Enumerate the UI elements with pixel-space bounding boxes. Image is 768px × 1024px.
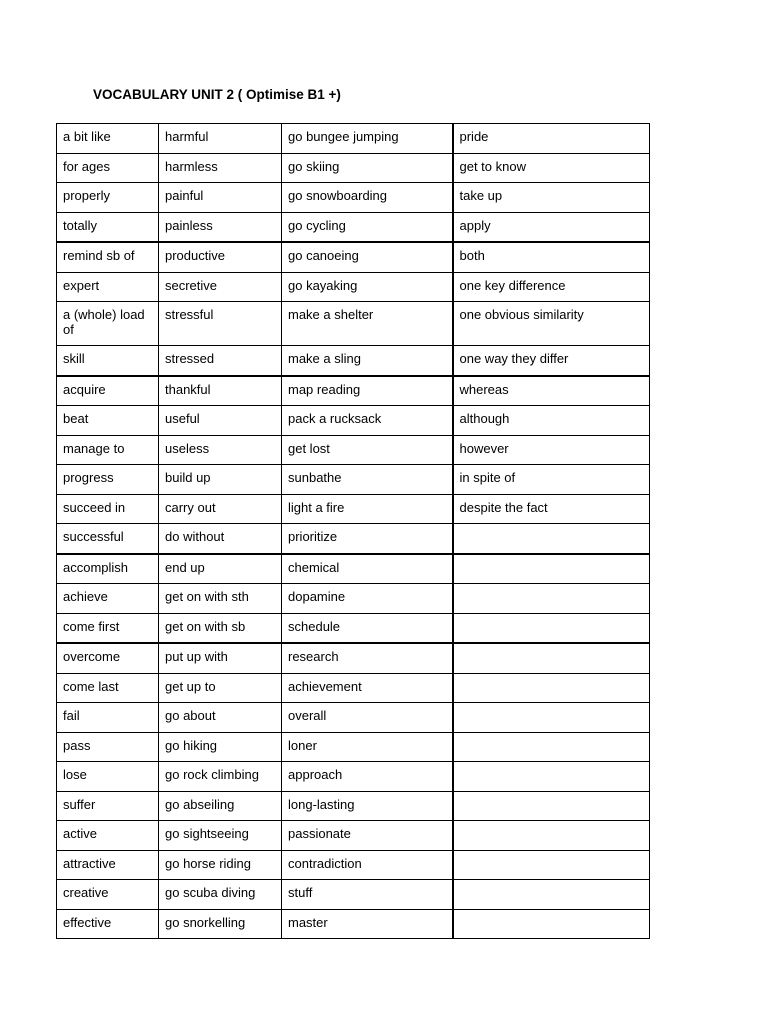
vocab-cell <box>453 613 650 643</box>
vocab-cell: harmless <box>159 153 282 183</box>
vocab-cell: accomplish <box>57 554 159 584</box>
vocab-cell <box>453 554 650 584</box>
vocab-cell: get up to <box>159 673 282 703</box>
vocab-cell <box>453 673 650 703</box>
vocab-cell: build up <box>159 465 282 495</box>
vocab-cell: approach <box>282 762 453 792</box>
vocab-cell: light a fire <box>282 494 453 524</box>
table-row <box>57 584 650 614</box>
vocab-cell: apply <box>453 212 650 242</box>
vocab-cell: go skiing <box>282 153 453 183</box>
vocab-cell <box>453 880 650 910</box>
vocab-cell: do without <box>159 524 282 554</box>
vocab-cell: get to know <box>453 153 650 183</box>
vocab-cell: a (whole) load of <box>57 302 159 346</box>
vocab-cell: go scuba diving <box>159 880 282 910</box>
vocab-cell: stuff <box>282 880 453 910</box>
vocab-cell <box>453 732 650 762</box>
vocab-cell: for ages <box>57 153 159 183</box>
table-row <box>57 153 650 183</box>
table-row <box>57 524 650 554</box>
vocab-cell: effective <box>57 909 159 939</box>
vocab-cell: whereas <box>453 376 650 406</box>
vocab-cell: contradiction <box>282 850 453 880</box>
vocab-cell: despite the fact <box>453 494 650 524</box>
vocab-cell: manage to <box>57 435 159 465</box>
vocab-cell: creative <box>57 880 159 910</box>
table-row <box>57 613 650 643</box>
vocab-cell: however <box>453 435 650 465</box>
vocab-cell: end up <box>159 554 282 584</box>
table-row <box>57 880 650 910</box>
vocab-cell: stressful <box>159 302 282 346</box>
vocab-cell: achievement <box>282 673 453 703</box>
vocab-cell: succeed in <box>57 494 159 524</box>
table-row <box>57 242 650 272</box>
vocab-cell: prioritize <box>282 524 453 554</box>
vocab-cell <box>453 850 650 880</box>
vocab-cell <box>453 703 650 733</box>
vocab-cell: expert <box>57 272 159 302</box>
table-row <box>57 124 650 154</box>
vocab-cell: go hiking <box>159 732 282 762</box>
vocab-cell: pride <box>453 124 650 154</box>
table-row <box>57 212 650 242</box>
vocab-cell: come first <box>57 613 159 643</box>
vocab-cell: in spite of <box>453 465 650 495</box>
vocab-cell: productive <box>159 242 282 272</box>
vocab-cell: get lost <box>282 435 453 465</box>
vocab-cell: secretive <box>159 272 282 302</box>
vocab-cell: put up with <box>159 643 282 673</box>
table-row <box>57 791 650 821</box>
vocab-cell: stressed <box>159 346 282 376</box>
vocab-cell: one obvious similarity <box>453 302 650 346</box>
vocab-cell: one way they differ <box>453 346 650 376</box>
table-row <box>57 376 650 406</box>
vocab-cell: properly <box>57 183 159 213</box>
table-row <box>57 850 650 880</box>
vocab-cell: go sightseeing <box>159 821 282 851</box>
vocab-cell: beat <box>57 406 159 436</box>
vocab-cell <box>453 791 650 821</box>
vocab-cell: make a sling <box>282 346 453 376</box>
vocab-cell: passionate <box>282 821 453 851</box>
vocab-cell: overall <box>282 703 453 733</box>
vocab-cell: come last <box>57 673 159 703</box>
table-row <box>57 643 650 673</box>
table-row <box>57 465 650 495</box>
vocab-cell: harmful <box>159 124 282 154</box>
vocab-cell <box>453 524 650 554</box>
vocab-cell: totally <box>57 212 159 242</box>
table-row <box>57 494 650 524</box>
vocab-cell: acquire <box>57 376 159 406</box>
vocab-cell: painless <box>159 212 282 242</box>
vocab-cell: a bit like <box>57 124 159 154</box>
vocab-cell: go horse riding <box>159 850 282 880</box>
vocab-cell: useless <box>159 435 282 465</box>
vocab-cell: master <box>282 909 453 939</box>
document-title: VOCABULARY UNIT 2 ( Optimise B1 +) <box>93 87 341 102</box>
vocab-cell: suffer <box>57 791 159 821</box>
table-row <box>57 554 650 584</box>
table-row <box>57 732 650 762</box>
table-row <box>57 703 650 733</box>
table-row <box>57 346 650 376</box>
table-row <box>57 673 650 703</box>
vocab-cell: carry out <box>159 494 282 524</box>
vocab-cell <box>453 762 650 792</box>
vocab-cell: long-lasting <box>282 791 453 821</box>
vocab-cell: get on with sth <box>159 584 282 614</box>
vocab-cell: attractive <box>57 850 159 880</box>
vocab-cell: chemical <box>282 554 453 584</box>
vocab-cell: go about <box>159 703 282 733</box>
vocab-cell: although <box>453 406 650 436</box>
vocab-cell: sunbathe <box>282 465 453 495</box>
vocabulary-table-body <box>57 124 650 939</box>
vocab-cell: go rock climbing <box>159 762 282 792</box>
vocab-cell: achieve <box>57 584 159 614</box>
vocab-cell: useful <box>159 406 282 436</box>
vocab-cell: fail <box>57 703 159 733</box>
vocab-cell: go kayaking <box>282 272 453 302</box>
table-row <box>57 302 650 346</box>
vocab-cell: go bungee jumping <box>282 124 453 154</box>
vocab-cell: pack a rucksack <box>282 406 453 436</box>
vocab-cell: lose <box>57 762 159 792</box>
vocab-cell: get on with sb <box>159 613 282 643</box>
table-row <box>57 435 650 465</box>
vocab-cell: pass <box>57 732 159 762</box>
vocab-cell: remind sb of <box>57 242 159 272</box>
vocab-cell: dopamine <box>282 584 453 614</box>
vocab-cell: painful <box>159 183 282 213</box>
vocab-cell: go cycling <box>282 212 453 242</box>
table-row <box>57 762 650 792</box>
vocab-cell: overcome <box>57 643 159 673</box>
table-row <box>57 821 650 851</box>
vocab-cell: research <box>282 643 453 673</box>
vocab-cell: loner <box>282 732 453 762</box>
vocab-cell: go canoeing <box>282 242 453 272</box>
vocab-cell: active <box>57 821 159 851</box>
vocab-cell: thankful <box>159 376 282 406</box>
table-row <box>57 272 650 302</box>
vocab-cell: progress <box>57 465 159 495</box>
table-row <box>57 183 650 213</box>
vocab-cell: go snowboarding <box>282 183 453 213</box>
vocab-cell: both <box>453 242 650 272</box>
vocabulary-table <box>56 123 650 939</box>
vocab-cell: go snorkelling <box>159 909 282 939</box>
vocab-cell: schedule <box>282 613 453 643</box>
vocab-cell: one key difference <box>453 272 650 302</box>
vocab-cell <box>453 643 650 673</box>
vocab-cell <box>453 584 650 614</box>
table-row <box>57 406 650 436</box>
vocab-cell: skill <box>57 346 159 376</box>
table-row <box>57 909 650 939</box>
vocab-cell: successful <box>57 524 159 554</box>
vocab-cell: map reading <box>282 376 453 406</box>
vocab-cell <box>453 909 650 939</box>
vocab-cell <box>453 821 650 851</box>
vocab-cell: make a shelter <box>282 302 453 346</box>
vocab-cell: take up <box>453 183 650 213</box>
vocab-cell: go abseiling <box>159 791 282 821</box>
